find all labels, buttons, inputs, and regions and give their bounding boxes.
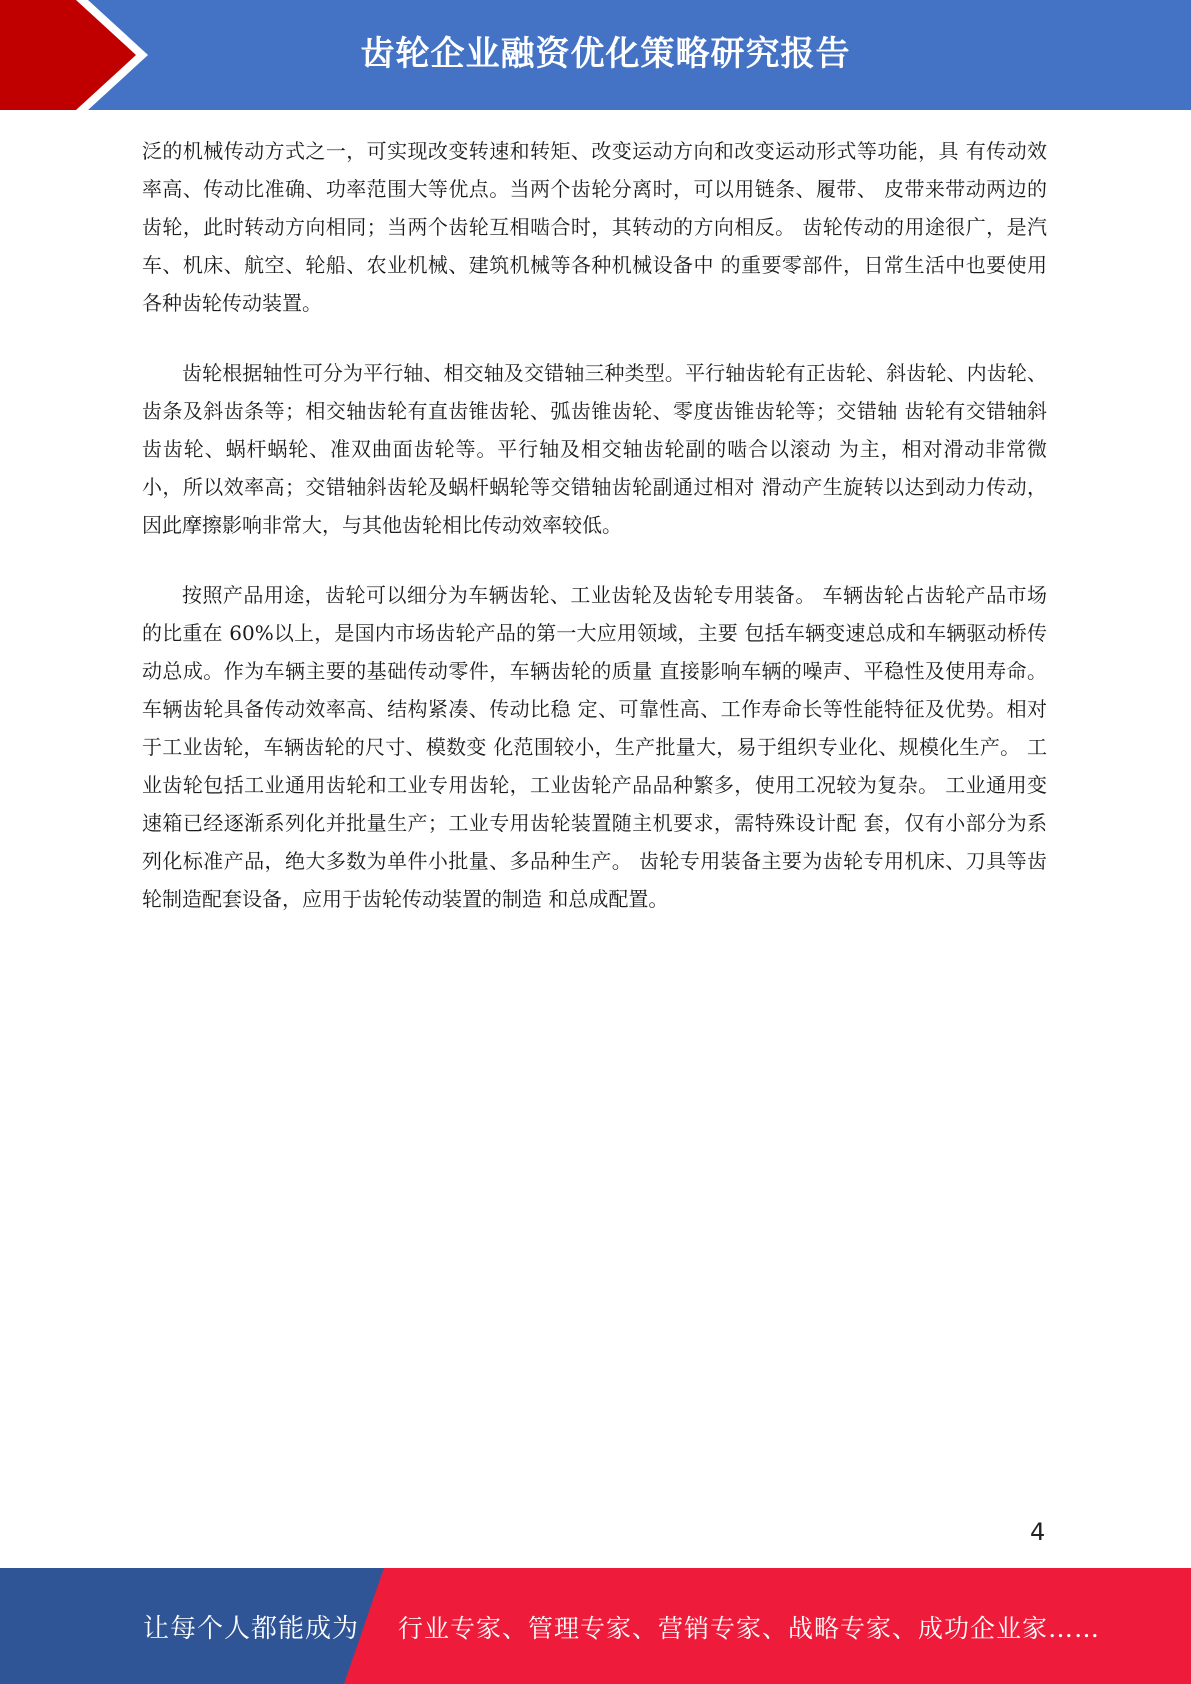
footer-slogan-right: 行业专家、管理专家、营销专家、战略专家、成功企业家……: [398, 1614, 1101, 1643]
body-paragraph-3: 按照产品用途，齿轮可以细分为车辆齿轮、工业齿轮及齿轮专用装备。 车辆齿轮占齿轮产品市场的比重在 60%以上，是国内市场齿轮产品的第一大应用领域，主要 包括车辆变速总成和车辆驱动桥传动总成。作为车辆主要的基础传动零件，车辆齿轮的质量 直接影响车辆的噪声、平稳性及使用寿命。车辆齿轮具备传动效率高、结构紧凑、传动比稳 定、可靠性高、工作寿命长等性能特征及优势。相对于工业齿轮，车辆齿轮的尺寸、模数变 化范围较小，生产批量大，易于组织专业化、规模化生产。 工业齿轮包括工业通用齿轮和工业专用齿轮，工业齿轮产品品种繁多，使用工况较为复杂。 工业通用变速箱已经逐渐系列化并批量生产；工业专用齿轮装置随主机要求，需特殊设计配 套，仅有小部分为系列化标准产品，绝大多数为单件小批量、多品种生产。 齿轮专用装备主要为齿轮专用机床、刀具等齿轮制造配套设备，应用于齿轮传动装置的制造 和总成配置。: [142, 583, 1047, 911]
body-paragraph-2: 齿轮根据轴性可分为平行轴、相交轴及交错轴三种类型。平行轴齿轮有正齿轮、斜齿轮、内齿轮、齿条及斜齿条等；相交轴齿轮有直齿锥齿轮、弧齿锥齿轮、零度齿锥齿轮等；交错轴 齿轮有交错轴斜齿齿轮、蜗杆蜗轮、准双曲面齿轮等。平行轴及相交轴齿轮副的啮合以滚动 为主，相对滑动非常微小，所以效率高；交错轴斜齿轮及蜗杆蜗轮等交错轴齿轮副通过相对 滑动产生旋转以达到动力传动，因此摩擦影响非常大，与其他齿轮相比传动效率较低。: [142, 361, 1047, 537]
footer-slogan-left: 让每个人都能成为: [143, 1614, 360, 1644]
document-title: 齿轮企业融资优化策略研究报告: [360, 34, 851, 74]
page-header: [0, 0, 1191, 110]
document-body: [142, 132, 1047, 950]
page-number: 4: [1030, 1518, 1046, 1546]
page-footer: [0, 1568, 1191, 1684]
body-paragraph-1: 泛的机械传动方式之一，可实现改变转速和转矩、改变运动方向和改变运动形式等功能，具 有传动效率高、传动比准确、功率范围大等优点。当两个齿轮分离时，可以用链条、履带、 皮带来带动两边的齿轮，此时转动方向相同；当两个齿轮互相啮合时，其转动的方向相反。 齿轮传动的用途很广，是汽车、机床、航空、轮船、农业机械、建筑机械等各种机械设备中 的重要零部件，日常生活中也要使用各种齿轮传动装置。: [142, 139, 1047, 315]
